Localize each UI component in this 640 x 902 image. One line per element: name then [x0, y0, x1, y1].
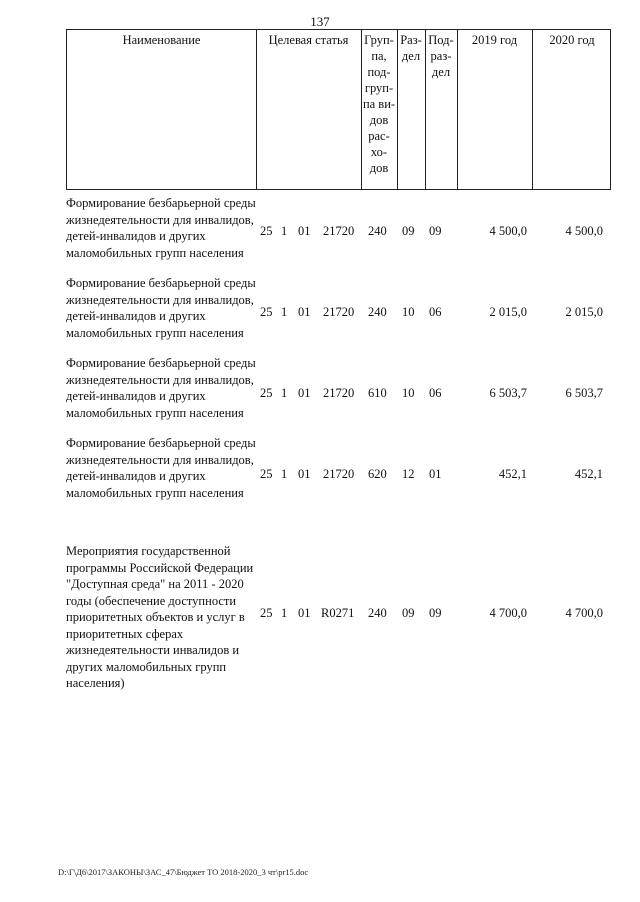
column-divider — [532, 30, 533, 189]
row-target-3: 01 — [298, 467, 311, 481]
row-target-1: 25 — [260, 606, 273, 620]
row-2019: 4 500,0 — [489, 224, 527, 238]
row-target-4: 21720 — [323, 467, 355, 481]
row-group: 240 — [368, 305, 387, 319]
header-group-line: груп- — [364, 81, 394, 95]
row-name: Формирование безбарьерной среды жизнедеятельности для инвалидов, детей-инвалидов и других маломобильных групп населения — [66, 356, 256, 420]
row-target-4: 21720 — [323, 224, 355, 238]
header-group — [361, 32, 397, 176]
row-section: 09 — [402, 606, 415, 620]
row-group: 610 — [368, 386, 387, 400]
row-target-2: 1 — [281, 224, 288, 238]
row-target-2: 1 — [281, 606, 288, 620]
row-2020: 4 500,0 — [565, 224, 603, 238]
header-2020: 2020 год — [549, 33, 595, 47]
column-divider — [457, 30, 458, 189]
row-target-2: 1 — [281, 467, 288, 481]
header-subsection-line: дел — [431, 65, 451, 79]
row-section: 12 — [402, 467, 415, 481]
header-subsection — [425, 32, 457, 80]
row-target-1: 25 — [260, 386, 273, 400]
row-target-2: 1 — [281, 386, 288, 400]
document-path-footer: D:\Г\Д6\2017\ЗАКОНЫ\ЗАС_47\Бюджет ТО 2018-2020_3 чт\pr15.doc — [58, 867, 309, 877]
header-group-line: па, — [371, 49, 387, 63]
row-name: Формирование безбарьерной среды жизнедеятельности для инвалидов, детей-инвалидов и других маломобильных групп населения — [66, 276, 256, 340]
row-target-1: 25 — [260, 467, 273, 481]
row-2019: 6 503,7 — [489, 386, 527, 400]
row-target-3: 01 — [298, 224, 311, 238]
row-subsection: 09 — [429, 224, 442, 238]
header-2019: 2019 год — [471, 33, 518, 47]
row-2019: 452,1 — [498, 467, 527, 481]
row-2020: 4 700,0 — [565, 606, 603, 620]
header-group-line: рас- — [368, 129, 390, 143]
header-group-line: хо- — [370, 145, 388, 159]
row-2020: 2 015,0 — [565, 305, 603, 319]
row-name: Формирование безбарьерной среды жизнедеятельности для инвалидов, детей-инвалидов и других маломобильных групп населения — [66, 196, 256, 260]
header-section-line: Раз- — [400, 33, 422, 47]
header-target-article: Целевая статья — [268, 33, 349, 47]
row-section: 10 — [402, 386, 415, 400]
table-header — [66, 29, 611, 190]
header-name: Наименование — [122, 33, 201, 47]
row-subsection: 06 — [429, 305, 442, 319]
row-name: Формирование безбарьерной среды жизнедеятельности для инвалидов, детей-инвалидов и других маломобильных групп населения — [66, 436, 256, 500]
header-group-line: дов — [369, 161, 389, 175]
row-2020: 452,1 — [574, 467, 603, 481]
row-group: 620 — [368, 467, 387, 481]
header-subsection-line: раз- — [430, 49, 452, 63]
row-target-4: R0271 — [321, 606, 355, 620]
row-target-1: 25 — [260, 224, 273, 238]
header-subsection-line: Под- — [428, 33, 454, 47]
row-target-2: 1 — [281, 305, 288, 319]
row-name: Мероприятия государственной программы Российской Федерации "Доступная среда" на 2011 - 2020 годы (обеспечение доступности приоритетных объектов и услуг в приоритетных сферах жизнедеятельности инвалидов и других маломобильных групп населения) — [66, 544, 254, 690]
row-subsection: 01 — [429, 467, 442, 481]
row-target-4: 21720 — [323, 386, 355, 400]
header-group-line: па ви- — [362, 97, 396, 111]
row-section: 10 — [402, 305, 415, 319]
page-number: 137 — [310, 14, 330, 29]
row-target-4: 21720 — [323, 305, 355, 319]
row-group: 240 — [368, 224, 387, 238]
header-group-line: дов — [369, 113, 389, 127]
header-section-line: дел — [401, 49, 421, 63]
column-divider — [256, 30, 257, 189]
header-section — [397, 32, 425, 64]
row-2020: 6 503,7 — [565, 386, 603, 400]
header-group-line: под- — [367, 65, 391, 79]
row-subsection: 06 — [429, 386, 442, 400]
row-target-1: 25 — [260, 305, 273, 319]
row-section: 09 — [402, 224, 415, 238]
header-group-line: Груп- — [364, 33, 394, 47]
row-2019: 4 700,0 — [489, 606, 527, 620]
row-target-3: 01 — [298, 606, 311, 620]
row-target-3: 01 — [298, 305, 311, 319]
row-group: 240 — [368, 606, 387, 620]
row-2019: 2 015,0 — [489, 305, 527, 319]
row-target-3: 01 — [298, 386, 311, 400]
row-subsection: 09 — [429, 606, 442, 620]
